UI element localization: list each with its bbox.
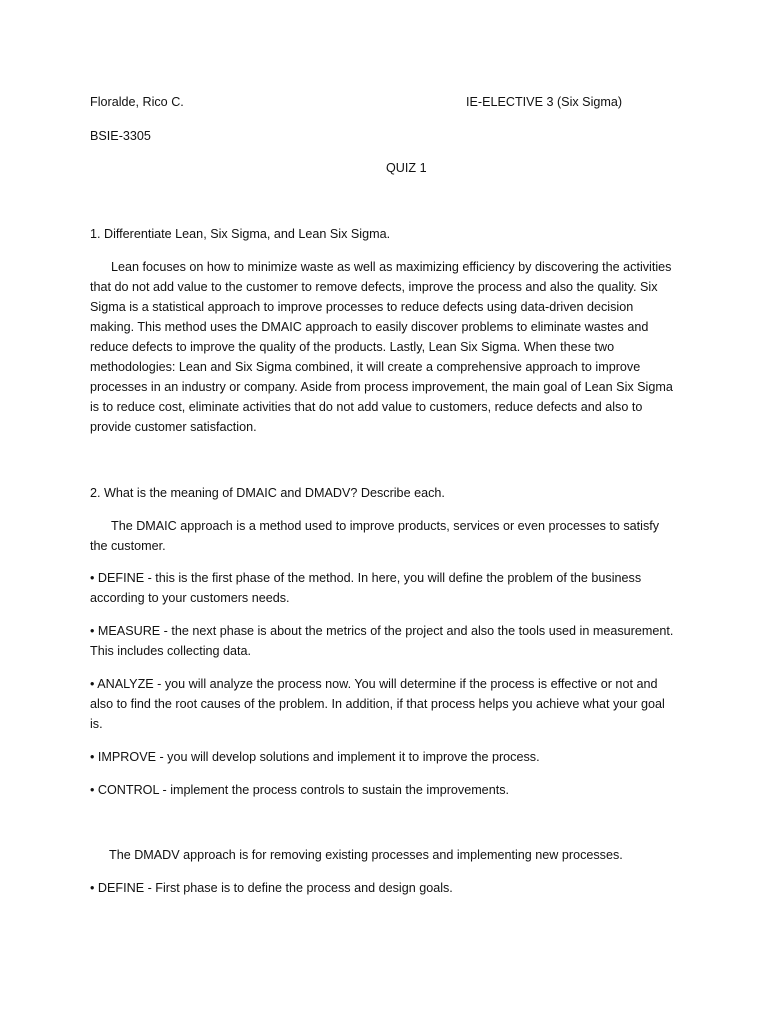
question-1: 1. Differentiate Lean, Six Sigma, and Lean Six Sigma. <box>90 227 391 241</box>
answer-1-line: provide customer satisfaction. <box>90 420 257 434</box>
answer-1-line: Lean focuses on how to minimize waste as well as maximizing efficiency by discovering the activities <box>111 260 672 274</box>
bullet-line: • ANALYZE - you will analyze the process now. You will determine if the process is effective or not and <box>90 677 658 691</box>
student-name: Floralde, Rico C. <box>90 95 184 109</box>
course-title: IE-ELECTIVE 3 (Six Sigma) <box>466 95 623 109</box>
dmadv-define <box>90 878 676 898</box>
dmaic-analyze <box>90 674 676 734</box>
quiz-title: QUIZ 1 <box>386 161 427 175</box>
answer-1-line: Sigma is a statistical approach to improve processes to reduce defects using data-driven decision <box>90 300 634 314</box>
answer-1-line: that do not add value to the customer to remove defects, improve the process and also the quality. Six <box>90 280 658 294</box>
bullet-line: • DEFINE - First phase is to define the process and design goals. <box>90 881 453 895</box>
bullet-line: is. <box>90 717 103 731</box>
answer-1-line: making. This method uses the DMAIC approach to easily discover problems to eliminate wastes and <box>90 320 649 334</box>
bullet-line: • CONTROL - implement the process controls to sustain the improvements. <box>90 783 509 797</box>
dmaic-measure <box>90 621 676 661</box>
bullet-line: • IMPROVE - you will develop solutions and implement it to improve the process. <box>90 750 540 764</box>
dmaic-improve <box>90 747 676 767</box>
bullet-line: according to your customers needs. <box>90 591 290 605</box>
bullet-line: also to find the root causes of the problem. In addition, if that process helps you achieve what your goal <box>90 697 665 711</box>
bullet-line: This includes collecting data. <box>90 644 252 658</box>
dmadv-intro: The DMADV approach is for removing existing processes and implementing new processes. <box>109 848 623 862</box>
answer-1-line: is to reduce cost, eliminate activities that do not add value to customers, reduce defects and also to <box>90 400 643 414</box>
answer-1-paragraph <box>90 257 676 437</box>
answer-1-line: methodologies: Lean and Six Sigma combined, it will create a comprehensive approach to improve <box>90 360 641 374</box>
dmaic-intro <box>90 516 676 556</box>
bullet-line: • DEFINE - this is the first phase of the method. In here, you will define the problem of the business <box>90 571 642 585</box>
dmaic-define <box>90 568 676 608</box>
bullet-line: • MEASURE - the next phase is about the metrics of the project and also the tools used in measurement. <box>90 624 674 638</box>
answer-1-line: reduce defects to improve the quality of the products. Lastly, Lean Six Sigma. When these two <box>90 340 615 354</box>
answer-1-line: processes in an industry or company. Aside from process improvement, the main goal of Lean Six Sigma <box>90 380 673 394</box>
question-2: 2. What is the meaning of DMAIC and DMADV? Describe each. <box>90 486 445 500</box>
dmaic-intro-line: The DMAIC approach is a method used to improve products, services or even processes to satisfy <box>111 519 660 533</box>
section-code: BSIE-3305 <box>90 129 151 143</box>
dmaic-control <box>90 780 676 800</box>
dmaic-intro-line: the customer. <box>90 539 166 553</box>
